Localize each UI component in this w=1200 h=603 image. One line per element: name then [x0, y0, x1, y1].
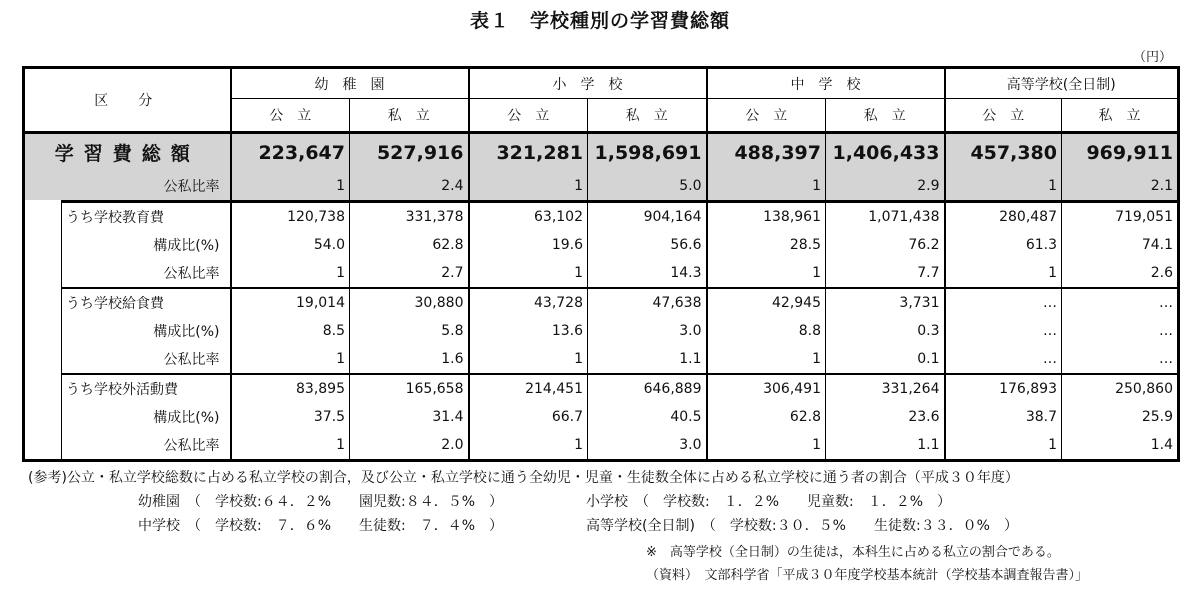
ratio-value: 1: [469, 345, 588, 374]
comp-value: 61.3: [945, 231, 1062, 259]
section-value: …: [945, 288, 1062, 317]
ratio-value: 2.6: [1062, 259, 1179, 288]
header-private: 私 立: [1062, 99, 1179, 133]
total-ratio: 1: [231, 171, 350, 202]
section-lunch-row: [24, 288, 1179, 317]
section-value: 719,051: [1062, 202, 1179, 232]
total-row: [24, 133, 1179, 172]
source-note: （資料） 文部科学省「平成３０年度学校基本統計（学校基本調査報告書）」: [646, 568, 1089, 583]
total-value: 1,598,691: [588, 133, 707, 172]
ratio-value: 1: [707, 345, 826, 374]
header-private: 私 立: [588, 99, 707, 133]
ratio-value: 1: [231, 259, 350, 288]
section-label: うち学校教育費: [62, 202, 231, 232]
comp-value: 5.8: [350, 317, 469, 345]
ratio-value: …: [1062, 345, 1179, 374]
section-value: 19,014: [231, 288, 350, 317]
section-value: 904,164: [588, 202, 707, 232]
section-label: うち学校給食費: [62, 288, 231, 317]
ratio-value: 1: [945, 259, 1062, 288]
total-ratio: 1: [945, 171, 1062, 202]
header-private: 私 立: [826, 99, 945, 133]
section-value: 83,895: [231, 374, 350, 403]
comp-value: 54.0: [231, 231, 350, 259]
ratio-label: 公私比率: [62, 431, 231, 461]
comp-label: 構成比(%): [62, 231, 231, 259]
comp-value: 40.5: [588, 403, 707, 431]
ratio-value: 2.0: [350, 431, 469, 461]
section-value: 165,658: [350, 374, 469, 403]
total-ratio: 2.1: [1062, 171, 1179, 202]
total-value: 1,406,433: [826, 133, 945, 172]
ratio-value: 1: [707, 259, 826, 288]
header-public: 公 立: [231, 99, 350, 133]
total-ratio: 5.0: [588, 171, 707, 202]
total-value: 457,380: [945, 133, 1062, 172]
ratio-value: 1: [231, 431, 350, 461]
comp-value: 28.5: [707, 231, 826, 259]
comp-value: 37.5: [231, 403, 350, 431]
ratio-value: 1.4: [1062, 431, 1179, 461]
total-value: 488,397: [707, 133, 826, 172]
comp-value: 56.6: [588, 231, 707, 259]
comp-label: 構成比(%): [62, 403, 231, 431]
comp-value: 25.9: [1062, 403, 1179, 431]
junior-high-share: 中学校 （ 学校数: ７．６% 生徒数: ７．４% ）: [138, 518, 504, 534]
section-value: …: [1062, 288, 1179, 317]
total-label: 学習費総額: [24, 133, 231, 172]
header-public: 公 立: [945, 99, 1062, 133]
ratio-value: 1: [469, 259, 588, 288]
comp-value: 0.3: [826, 317, 945, 345]
ratio-value: 1: [707, 431, 826, 461]
section-value: 30,880: [350, 288, 469, 317]
comp-value: 31.4: [350, 403, 469, 431]
section-value: 43,728: [469, 288, 588, 317]
section-outside-comp-row: [24, 403, 1179, 431]
section-value: 176,893: [945, 374, 1062, 403]
comp-value: 23.6: [826, 403, 945, 431]
comp-value: …: [1062, 317, 1179, 345]
ratio-value: 1.1: [588, 345, 707, 374]
section-lunch-comp-row: [24, 317, 1179, 345]
footnote: ※ 高等学校（全日制）の生徒は，本科生に占める私立の割合である。: [646, 545, 1060, 560]
section-outside-ratio-row: [24, 431, 1179, 461]
section-value: 214,451: [469, 374, 588, 403]
total-ratio-label: 公私比率: [24, 171, 231, 202]
total-value: 527,916: [350, 133, 469, 172]
comp-value: 13.6: [469, 317, 588, 345]
section-outside-row: [24, 374, 1179, 403]
table-title: 表１ 学校種別の学習費総額: [469, 10, 730, 32]
comp-value: 19.6: [469, 231, 588, 259]
comp-value: 74.1: [1062, 231, 1179, 259]
ratio-value: 1.6: [350, 345, 469, 374]
total-ratio: 2.9: [826, 171, 945, 202]
section-value: 63,102: [469, 202, 588, 232]
ratio-value: …: [945, 345, 1062, 374]
section-value: 47,638: [588, 288, 707, 317]
comp-value: 38.7: [945, 403, 1062, 431]
header-category: 区 分: [24, 68, 231, 133]
total-ratio-row: [24, 171, 1179, 202]
section-value: 250,860: [1062, 374, 1179, 403]
ratio-value: 3.0: [588, 431, 707, 461]
header-row-groups: [24, 68, 1179, 99]
high-school-share: 高等学校(全日制) （ 学校数:３０．５% 生徒数:３３．０% ）: [586, 518, 1018, 534]
total-ratio: 1: [707, 171, 826, 202]
total-ratio: 1: [469, 171, 588, 202]
total-ratio: 2.4: [350, 171, 469, 202]
comp-value: …: [945, 317, 1062, 345]
section-value: 331,378: [350, 202, 469, 232]
ratio-value: 2.7: [350, 259, 469, 288]
comp-value: 62.8: [350, 231, 469, 259]
section-value: 331,264: [826, 374, 945, 403]
comp-value: 8.5: [231, 317, 350, 345]
section-value: 646,889: [588, 374, 707, 403]
section-value: 306,491: [707, 374, 826, 403]
header-public: 公 立: [707, 99, 826, 133]
section-lunch-ratio-row: [24, 345, 1179, 374]
ratio-value: 1.1: [826, 431, 945, 461]
comp-value: 76.2: [826, 231, 945, 259]
section-value: 120,738: [231, 202, 350, 232]
ratio-value: 1: [469, 431, 588, 461]
ratio-value: 14.3: [588, 259, 707, 288]
ratio-label: 公私比率: [62, 345, 231, 374]
total-value: 223,647: [231, 133, 350, 172]
section-value: 42,945: [707, 288, 826, 317]
section-label: うち学校外活動費: [62, 374, 231, 403]
section-education-row: [24, 202, 1179, 232]
header-private: 私 立: [350, 99, 469, 133]
ratio-value: 7.7: [826, 259, 945, 288]
ratio-value: 1: [945, 431, 1062, 461]
header-group-junior-high: 中 学 校: [707, 68, 945, 99]
comp-value: 62.8: [707, 403, 826, 431]
total-value: 321,281: [469, 133, 588, 172]
unit-label: （円）: [1132, 50, 1172, 65]
section-value: 138,961: [707, 202, 826, 232]
header-group-high-school: 高等学校(全日制): [945, 68, 1179, 99]
section-value: 280,487: [945, 202, 1062, 232]
header-group-kindergarten: 幼 稚 園: [231, 68, 469, 99]
elementary-share: 小学校 （ 学校数: １．２% 児童数: １．２% ）: [586, 494, 952, 510]
section-value: 1,071,438: [826, 202, 945, 232]
ratio-value: 0.1: [826, 345, 945, 374]
section-education-ratio-row: [24, 259, 1179, 288]
header-group-elementary: 小 学 校: [469, 68, 707, 99]
ratio-value: 1: [231, 345, 350, 374]
expense-table: [22, 66, 1180, 462]
header-public: 公 立: [469, 99, 588, 133]
total-value: 969,911: [1062, 133, 1179, 172]
reference-note: (参考)公立・私立学校総数に占める私立学校の割合，及び公立・私立学校に通う全幼児・児童・生徒数全体に占める私立学校に通う者の割合（平成３０年度）: [28, 470, 1019, 486]
comp-value: 8.8: [707, 317, 826, 345]
comp-value: 66.7: [469, 403, 588, 431]
ratio-label: 公私比率: [62, 259, 231, 288]
section-education-comp-row: [24, 231, 1179, 259]
section-value: 3,731: [826, 288, 945, 317]
kindergarten-share: 幼稚園 （ 学校数:６４．２% 園児数:８４．５% ）: [138, 494, 504, 510]
comp-value: 3.0: [588, 317, 707, 345]
comp-label: 構成比(%): [62, 317, 231, 345]
